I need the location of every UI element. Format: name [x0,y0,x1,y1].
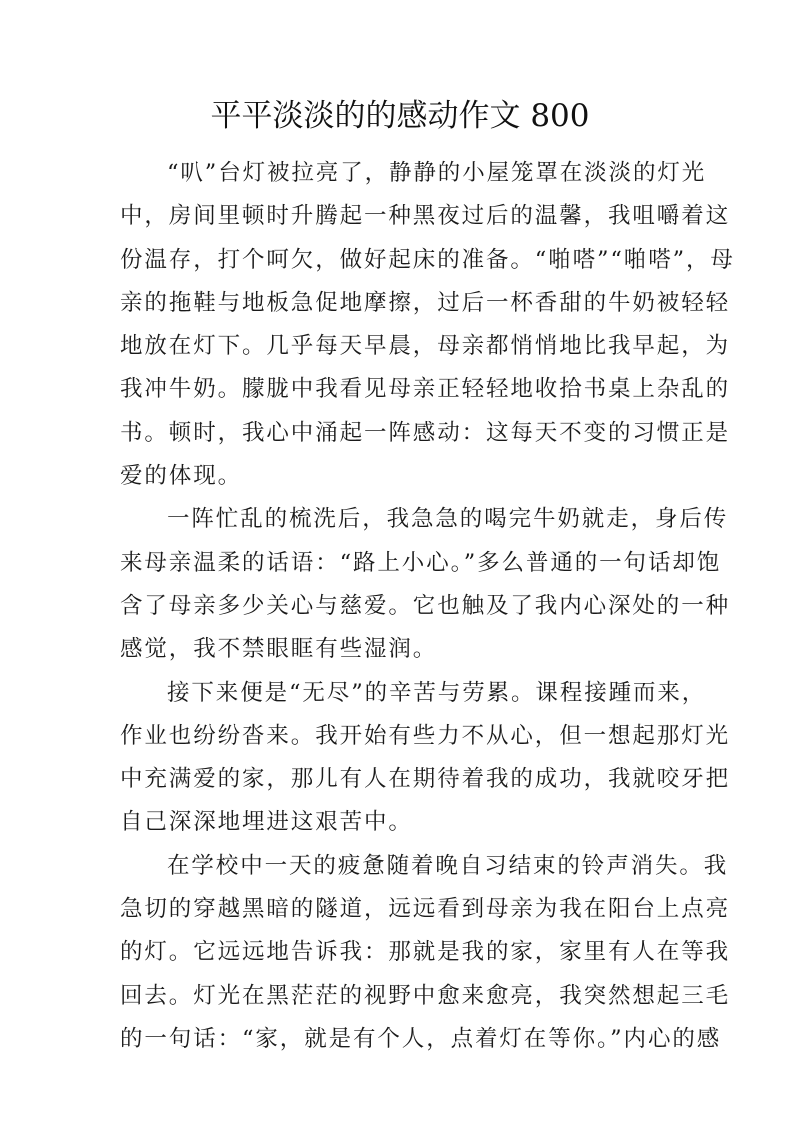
text-line: “叭”台灯被拉亮了，静静的小屋笼罩在淡淡的灯光 [167,160,707,186]
document-title: 平平淡淡的的感动作文 800 [210,98,590,134]
text-line: 作业也纷纷沓来。我开始有些力不从心，但一想起那灯光 [120,722,731,749]
text-line: 接下来便是“无尽”的辛苦与劳累。课程接踵而来， [167,679,707,706]
text-line: 爱的体现。 [120,463,243,490]
text-line: 地放在灯下。几乎每天早晨，母亲都悄悄地比我早起，为 [120,333,731,360]
text-line: 的一句话：“家，就是有个人，点着灯在等你。”内心的感 [120,1025,722,1052]
text-line: 一阵忙乱的梳洗后，我急急的喝完牛奶就走，身后传 [167,506,729,533]
text-line: 来母亲温柔的话语：“路上小心。”多么普通的一句话却饱 [120,549,722,576]
text-line: 回去。灯光在黑茫茫的视野中愈来愈亮，我突然想起三毛 [120,982,731,1009]
text-line: 中，房间里顿时升腾起一种黑夜过后的温馨，我咀嚼着这 [120,203,731,230]
paragraph-2 [120,498,731,671]
text-line: 份温存，打个呵欠，做好起床的准备。“啪嗒”“啪嗒”，母 [120,246,735,273]
paragraph-4 [120,845,731,1061]
paragraph-3 [120,672,731,845]
text-line: 自己深深地埋进这艰苦中。 [120,809,413,836]
text-line: 我冲牛奶。朦胧中我看见母亲正轻轻地收拾书桌上杂乱的 [120,376,731,403]
text-line: 急切的穿越黑暗的隧道，远远看到母亲为我在阳台上点亮 [120,896,731,923]
text-line: 含了母亲多少关心与慈爱。它也触及了我内心深处的一种 [120,592,731,619]
paragraph-1 [120,152,735,498]
text-line: 感觉，我不禁眼眶有些湿润。 [120,636,438,663]
text-line: 亲的拖鞋与地板急促地摩擦，过后一杯香甜的牛奶被轻轻 [120,289,731,316]
text-line: 中充满爱的家，那儿有人在期待着我的成功，我就咬牙把 [120,766,731,793]
text-line: 在学校中一天的疲惫随着晚自习结束的铃声消失。我 [167,852,729,879]
text-line: 的灯。它远远地告诉我：那就是我的家，家里有人在等我 [120,939,731,966]
document-body [120,152,735,1061]
text-line: 书。顿时，我心中涌起一阵感动：这每天不变的习惯正是 [120,419,731,446]
